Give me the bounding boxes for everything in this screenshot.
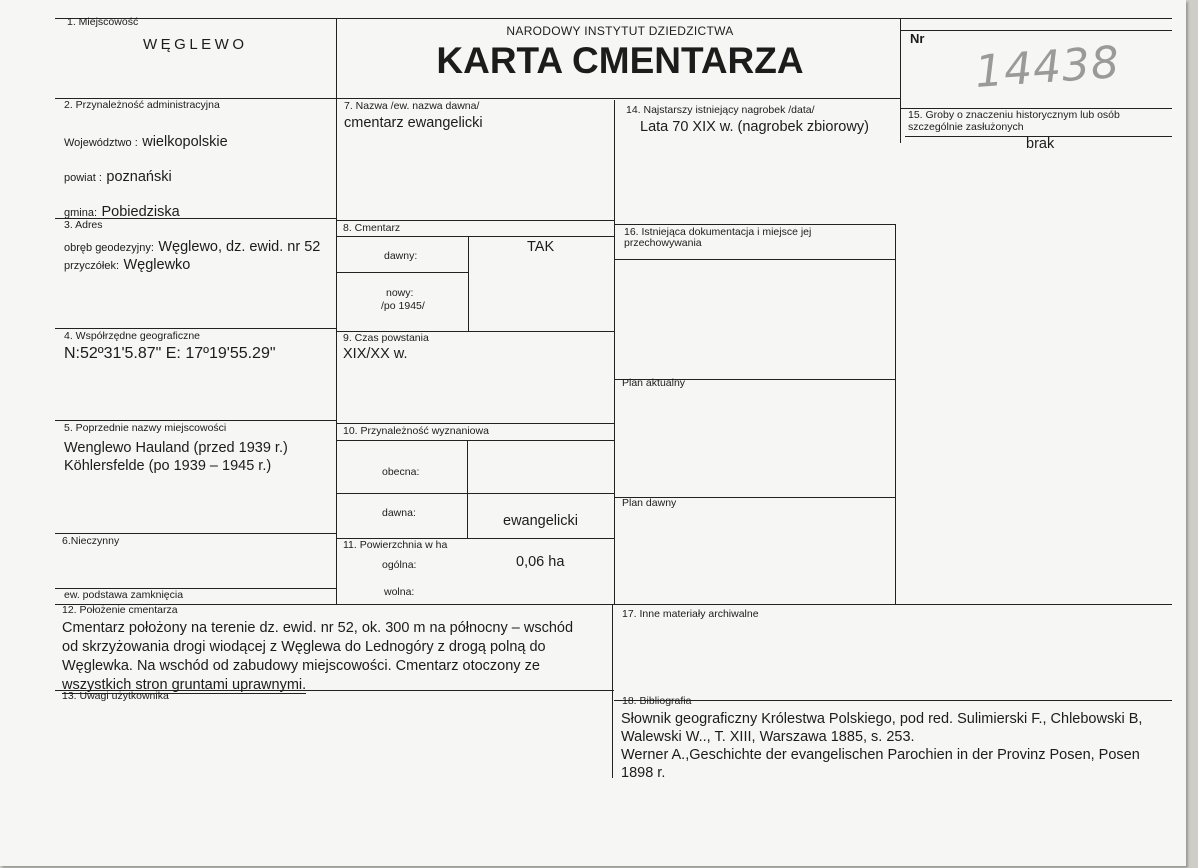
bibliography-line: Werner A.,Geschichte der evangelischen Parochien in der Provinz Posen, Posen — [621, 747, 1140, 764]
free-area-label: wolna: — [384, 586, 415, 598]
grid-line — [900, 30, 1172, 31]
bibliography-line: 1898 r. — [621, 765, 666, 782]
s17-label: 17. Inne materiały archiwalne — [622, 608, 759, 620]
grid-line — [614, 100, 615, 605]
s12-label: 12. Położenie cmentarza — [62, 604, 178, 616]
grid-line — [614, 700, 1172, 701]
historic-graves-value: brak — [1026, 136, 1055, 152]
grid-line — [336, 220, 614, 221]
former-denomination-label: dawna: — [382, 507, 416, 519]
old-value: TAK — [527, 239, 555, 255]
location-line: wszystkich stron gruntami uprawnymi. — [62, 676, 307, 693]
bibliography-line: Walewski W.., T. XIII, Warszawa 1885, s. 253. — [621, 729, 915, 746]
former-name-1: Wenglewo Hauland (przed 1939 r.) — [64, 440, 288, 456]
new-label: nowy: — [386, 287, 414, 299]
s14-label: 14. Najstarszy istniejący nagrobek /data/ — [626, 104, 815, 116]
s16-label-2: przechowywania — [624, 237, 702, 249]
grid-line — [614, 259, 896, 260]
cemetery-name-value: cmentarz ewangelicki — [344, 115, 483, 131]
grid-line — [55, 533, 336, 534]
s18-label: 18. Bibliografia — [622, 695, 692, 707]
nr-label: Nr — [910, 31, 925, 46]
grid-line — [900, 18, 901, 143]
nr-value: 14438 — [973, 37, 1122, 98]
current-denomination-label: obecna: — [382, 466, 420, 478]
hamlet-label: przyczółek: — [64, 260, 120, 272]
oldest-tombstone-value: Lata 70 XIX w. (nagrobek zbiorowy) — [640, 119, 869, 135]
page-title: KARTA CMENTARZA — [436, 40, 804, 81]
new-sublabel: /po 1945/ — [381, 300, 425, 312]
grid-line — [468, 236, 469, 332]
voivodeship-label: Województwo : — [64, 137, 138, 149]
bibliography-line: Słownik geograficzny Królestwa Polskiego, pod red. Sulimierski F., Chlebowski B, — [621, 711, 1143, 727]
location-line: od skrzyżowania drogi wiodącej z Węglewa do Lednogóry z drogą polną do — [62, 638, 546, 655]
location-description — [62, 619, 607, 694]
grid-line — [467, 440, 468, 538]
grid-line — [55, 604, 1172, 605]
s4-label: 4. Współrzędne geograficzne — [64, 330, 200, 342]
locality-value: WĘGLEWO — [143, 36, 248, 53]
s9-label: 9. Czas powstania — [343, 332, 429, 344]
grid-line — [336, 493, 614, 494]
former-plan-label: Plan dawny — [622, 497, 677, 509]
s11-label: 11. Powierzchnia w ha — [343, 539, 448, 551]
location-line: Cmentarz położony na terenie dz. ewid. nr 52, ok. 300 m na północny – wschód — [62, 620, 574, 636]
grid-line — [336, 236, 614, 237]
voivodeship-value: wielkopolskie — [142, 134, 228, 150]
grid-line — [55, 18, 1172, 19]
commune-label: gmina: — [64, 207, 98, 219]
total-area-value: 0,06 ha — [516, 554, 565, 570]
old-label: dawny: — [384, 250, 418, 262]
grid-line — [612, 604, 613, 778]
grid-line — [336, 440, 614, 441]
s7-label: 7. Nazwa /ew. nazwa dawna/ — [344, 100, 480, 112]
hamlet-value: Węglewko — [123, 257, 191, 273]
creation-time-value: XIX/XX w. — [343, 346, 408, 362]
s16-label-1: 16. Istniejąca dokumentacja i miejsce jej — [624, 226, 812, 238]
current-plan-label: Plan aktualny — [622, 377, 686, 389]
total-area-label: ogólna: — [382, 559, 417, 571]
grid-line — [336, 423, 614, 424]
location-line: Węglewka. Na wschód od zabudowy miejscowości. Cmentarz otoczony ze — [62, 657, 540, 674]
grid-line — [614, 224, 896, 225]
former-denomination-value: ewangelicki — [503, 513, 578, 529]
county-label: powiat : — [64, 172, 102, 184]
cadastral-value: Węglewo, dz. ewid. nr 52 — [158, 239, 321, 255]
grid-line — [336, 272, 468, 273]
bibliography — [621, 710, 1171, 783]
s8-label: 8. Cmentarz — [343, 222, 401, 234]
institution-name: NARODOWY INSTYTUT DZIEDZICTWA — [506, 24, 734, 38]
s6-label: 6.Nieczynny — [62, 535, 120, 547]
grid-line — [895, 225, 896, 605]
s10-label: 10. Przynależność wyznaniowa — [343, 425, 489, 437]
commune-value: Pobiedziska — [101, 204, 180, 220]
s1-label: 1. Miejscowość — [67, 16, 139, 28]
s3-label: 3. Adres — [64, 219, 103, 231]
s13-label: 13. Uwagi użytkownika — [62, 690, 169, 702]
coordinates-value: N:52º31'5.87" E: 17º19'55.29" — [64, 345, 276, 362]
s5-label: 5. Poprzednie nazwy miejscowości — [64, 422, 227, 434]
county-value: poznański — [106, 169, 172, 185]
s2-label: 2. Przynależność administracyjna — [64, 99, 220, 111]
grid-line — [55, 328, 336, 329]
grid-line — [55, 420, 336, 421]
cadastral-label: obręb geodezyjny: — [64, 242, 154, 254]
grid-line — [336, 18, 337, 604]
closure-basis-label: ew. podstawa zamknięcia — [64, 589, 184, 601]
s15-label-2: szczególnie zasłużonych — [908, 121, 1024, 133]
former-name-2: Köhlersfelde (po 1939 – 1945 r.) — [64, 458, 272, 474]
s15-label-1: 15. Groby o znaczeniu historycznym lub osób — [908, 109, 1120, 121]
